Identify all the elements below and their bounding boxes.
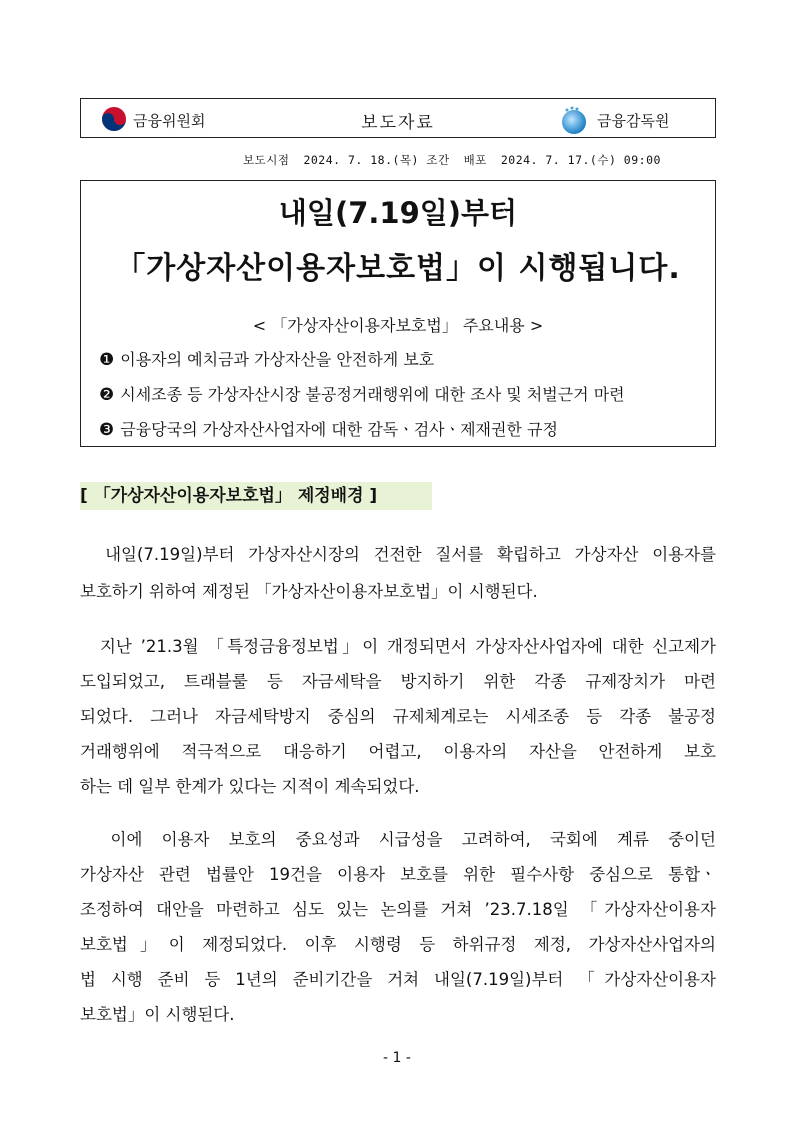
fss-name: 금융감독원 bbox=[597, 112, 670, 130]
summary-point-1: ❶ 이용자의 예치금과 가상자산을 안전하게 보호 bbox=[99, 350, 435, 370]
page-number: - 1 - bbox=[383, 1050, 411, 1066]
distribution-value: 2024. 7. 17.(수) 09:00 bbox=[500, 153, 661, 167]
paragraph-1-line: 보호하기 위하여 제정된 「가상자산이용자보호법」이 시행된다. bbox=[80, 582, 538, 601]
summary-point-2: ❷ 시세조종 등 가상자산시장 불공정거래행위에 대한 조사 및 처벌근거 마련 bbox=[99, 385, 625, 405]
release-value: 2024. 7. 18.(목) 조간 bbox=[303, 153, 450, 167]
paragraph-2-line: 지난 ’21.3월 「특정금융정보법」이 개정되면서 가상자산사업자에 대한 신고제가 bbox=[80, 637, 716, 656]
press-header bbox=[80, 98, 716, 138]
paragraph-3-line: 보호법」이 제정되었다. 이후 시행령 등 하위규정 제정, 가상자산사업자의 bbox=[80, 935, 716, 954]
paragraph-2-line: 거래행위에 적극적으로 대응하기 어렵고, 이용자의 자산을 안전하게 보호 bbox=[80, 742, 716, 761]
fsc-name: 금융위원회 bbox=[133, 112, 206, 130]
headline-line2: 「가상자산이용자보호법」이 시행됩니다. bbox=[115, 251, 681, 286]
paragraph-2-line: 하는 데 일부 한계가 있다는 지적이 계속되었다. bbox=[80, 777, 420, 796]
paragraph-3-line: 조정하여 대안을 마련하고 심도 있는 논의를 거쳐 ’23.7.18일 「가상자산이용자 bbox=[80, 900, 716, 919]
headline-box bbox=[80, 180, 716, 447]
paragraph-3-line: 법 시행 준비 등 1년의 준비기간을 거쳐 내일(7.19일)부터 「가상자산이용자 bbox=[80, 970, 716, 989]
paragraph-3-line: 보호법」이 시행된다. bbox=[80, 1005, 235, 1024]
fss-logo-icon bbox=[559, 105, 589, 135]
release-dates bbox=[243, 152, 675, 168]
paragraph-1-line: 내일(7.19일)부터 가상자산시장의 건전한 질서를 확립하고 가상자산 이용자를 bbox=[80, 545, 716, 564]
press-release-title: 보도자료 bbox=[361, 113, 435, 133]
distribution-label: 배포 bbox=[463, 153, 487, 167]
paragraph-2-line: 도입되었고, 트래블룰 등 자금세탁을 방지하기 위한 각종 규제장치가 마련 bbox=[80, 672, 716, 691]
summary-point-3: ❸ 금융당국의 가상자산사업자에 대한 감독ㆍ검사ㆍ제재권한 규정 bbox=[99, 420, 558, 440]
headline-line1: 내일(7.19일)부터 bbox=[278, 196, 518, 230]
paragraph-3-line: 이에 이용자 보호의 중요성과 시급성을 고려하여, 국회에 계류 중이던 bbox=[80, 830, 716, 849]
summary-subtitle: < 「가상자산이용자보호법」 주요내용 > bbox=[252, 316, 544, 335]
paragraph-3-line: 가상자산 관련 법률안 19건을 이용자 보호를 위한 필수사항 중심으로 통합ㆍ bbox=[80, 865, 716, 884]
section-heading: [ 「가상자산이용자보호법」 제정배경 ] bbox=[80, 482, 432, 510]
paragraph-2-line: 되었다. 그러나 자금세탁방지 중심의 규제체계로는 시세조종 등 각종 불공정 bbox=[80, 707, 716, 726]
release-label: 보도시점 bbox=[243, 153, 290, 167]
